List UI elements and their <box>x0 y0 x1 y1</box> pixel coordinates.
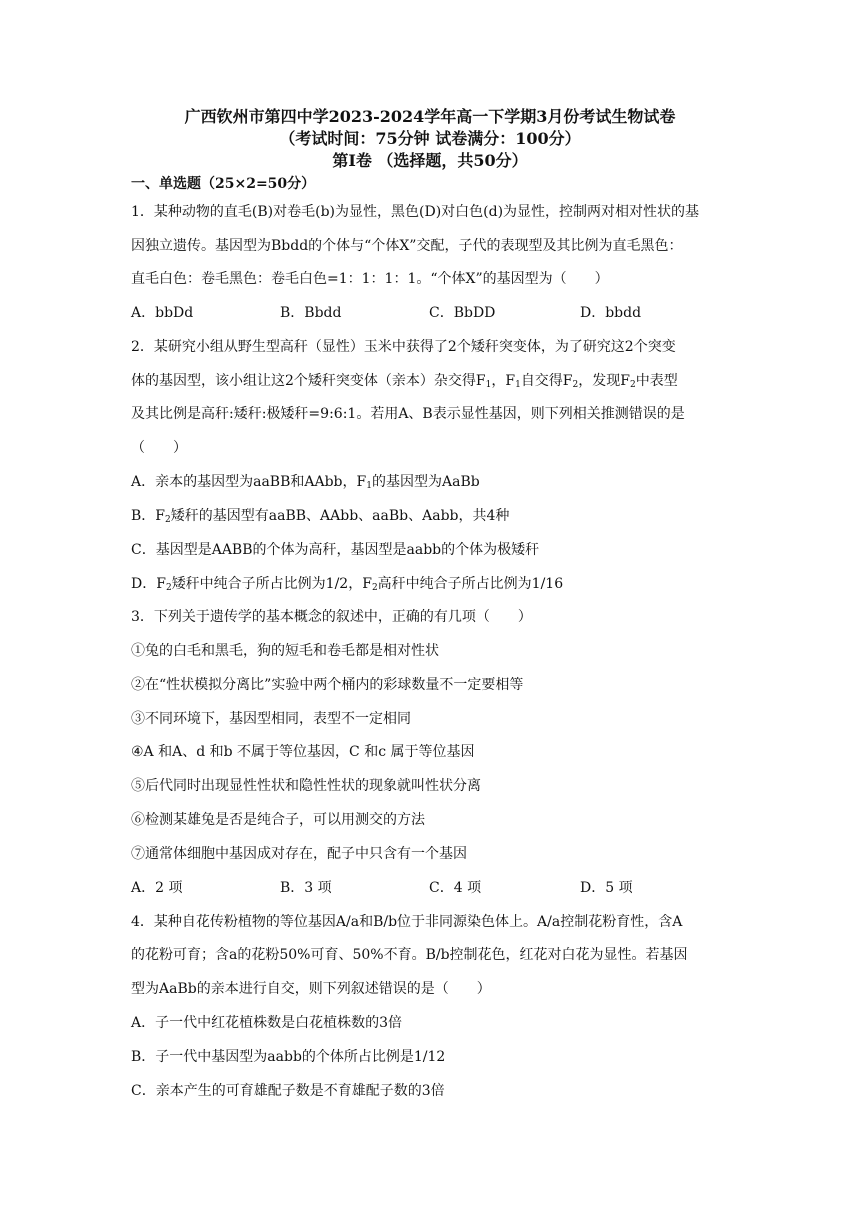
q4-stem-line: 的花粉可育；含a的花粉50%可育、50%不育。B/b控制花色，红花对白花为显性。若基因 <box>131 947 688 963</box>
q3-statement: ①兔的白毛和黑毛，狗的短毛和卷毛都是相对性状 <box>131 643 439 659</box>
exam-info: （考试时间：75分钟 试卷满分：100分） <box>279 129 581 148</box>
q3-stem: 3．下列关于遗传学的基本概念的叙述中，正确的有几项（ ） <box>131 609 532 625</box>
q4-option-c: C．亲本产生的可育雄配子数是不育雄配子数的3倍 <box>131 1083 445 1099</box>
q4-option-a: A．子一代中红花植株数是白花植株数的3倍 <box>131 1015 403 1031</box>
q4-stem-line: 型为AaBb的亲本进行自交，则下列叙述错误的是（ ） <box>131 981 491 997</box>
q1-stem-line: 因独立遗传。基因型为Bbdd的个体与“个体X”交配，子代的表现型及其比例为直毛黑色： <box>131 238 683 254</box>
q2-option-d: D．$F_2$矮秆中纯合子所占比例为1/2，$F_2$高秆中纯合子所占比例为1/16 <box>131 576 564 593</box>
q3-option-c: C．4 项 <box>429 880 482 896</box>
section-title: 一、单选题（25×2=50分） <box>131 176 316 192</box>
q1-option-a: A．bbDd <box>131 305 194 321</box>
q2-stem-line: 体的基因型，该小组让这2个矮秆突变体（亲本）杂交得$F_1$，$F_1$自交得$F_2$，发现$F_2$中表型 <box>131 373 678 390</box>
q1-stem-line: 直毛白色：卷毛黑色：卷毛白色=1：1：1：1。“个体X”的基因型为（ ） <box>131 271 609 287</box>
q3-statement: ⑥检测某雄兔是否是纯合子，可以用测交的方法 <box>131 812 425 828</box>
volume-heading: 第I卷 （选择题，共50分） <box>332 151 528 170</box>
q2-option-a: A．亲本的基因型为aaBB和AAbb，$F_1$的基因型为AaBb <box>131 474 480 491</box>
q2-stem-line: 及其比例是高秆:矮秆:极矮秆=9:6:1。若用A、B表示显性基因，则下列相关推测错误的是 <box>131 406 685 422</box>
q3-statement: ⑦通常体细胞中基因成对存在，配子中只含有一个基因 <box>131 846 467 862</box>
q2-option-c: C．基因型是AABB的个体为高秆，基因型是aabb的个体为极矮秆 <box>131 542 540 558</box>
q2-stem-line: 2．某研究小组从野生型高秆（显性）玉米中获得了2个矮秆突变体，为了研究这2个突变 <box>131 339 676 355</box>
exam-title: 广西钦州市第四中学2023-2024学年高一下学期3月份考试生物试卷 <box>184 107 676 126</box>
q4-stem-line: 4．某种自花传粉植物的等位基因A/a和B/b位于非同源染色体上。A/a控制花粉育性，含A <box>131 914 683 930</box>
q1-option-c: C．BbDD <box>429 305 496 321</box>
q3-option-b: B．3 项 <box>280 880 332 896</box>
q1-option-d: D．bbdd <box>580 305 642 321</box>
q3-statement: ③不同环境下，基因型相同，表型不一定相同 <box>131 711 411 727</box>
q1-stem-line: 1．某种动物的直毛(B)对卷毛(b)为显性，黑色(D)对白色(d)为显性，控制两对相对性状的基 <box>131 204 700 220</box>
q3-option-a: A．2 项 <box>131 880 183 896</box>
q3-statement: ⑤后代同时出现显性性状和隐性性状的现象就叫性状分离 <box>131 778 481 794</box>
q2-stem-line: （ ） <box>131 440 187 456</box>
q1-option-b: B．Bbdd <box>280 305 342 321</box>
q3-statement: ②在“性状模拟分离比”实验中两个桶内的彩球数量不一定要相等 <box>131 677 524 693</box>
q3-statement: ④A 和A、d 和b 不属于等位基因，C 和c 属于等位基因 <box>131 744 475 760</box>
q4-option-b: B．子一代中基因型为aabb的个体所占比例是1/12 <box>131 1049 446 1065</box>
q2-option-b: B．$F_2$矮秆的基因型有aaBB、AAbb、aaBb、Aabb，共4种 <box>131 508 510 525</box>
q3-option-d: D．5 项 <box>580 880 633 896</box>
